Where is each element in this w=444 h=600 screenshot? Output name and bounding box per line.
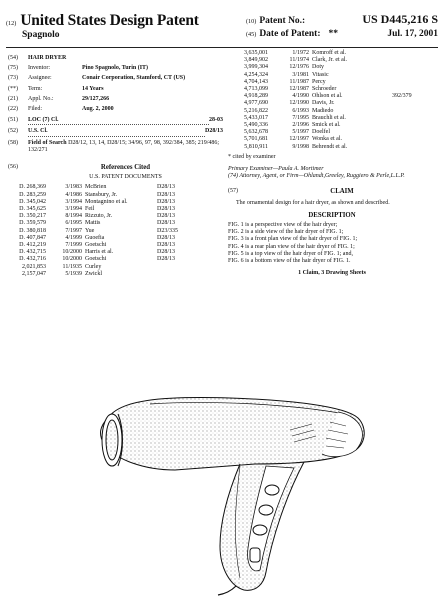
classification-block: [8, 117, 223, 154]
ref-class: [392, 57, 422, 64]
field-row: [8, 65, 223, 72]
ref-class: [392, 72, 422, 79]
references-heading: References Cited: [100, 164, 151, 172]
reference-row: [228, 64, 436, 71]
us-cl-label: U.S. Cl.: [28, 128, 205, 136]
ref-patent-no: D. 268,369: [19, 184, 46, 191]
loc-label: LOC (7) Cl.: [28, 117, 209, 125]
ref-date: 7/1997: [65, 227, 82, 234]
figure-descriptions: [228, 222, 436, 265]
reference-row: [8, 271, 223, 278]
ref-patent-no: D. 412,219: [19, 242, 46, 249]
references-block: [8, 164, 223, 278]
field-value: HAIR DRYER: [28, 55, 67, 61]
ref-class: D28/13: [157, 234, 175, 241]
reference-row: [228, 57, 436, 64]
ref-patent-no: D. 380,818: [19, 227, 46, 234]
attorney-agent: (74) Attorney, Agent, or Firm—Ohlandt,Greeley, Ruggiero & Perle,L.L.P.: [228, 173, 405, 180]
code-10: (10): [246, 18, 257, 25]
ref-date: 4/1990: [292, 93, 309, 100]
ref-date: 10/2000: [62, 249, 82, 256]
ref-class: [392, 144, 422, 151]
ref-class: [157, 271, 187, 278]
ref-inventor: Ohlson et al.: [312, 93, 343, 100]
ref-class: [392, 79, 422, 86]
ref-inventor: Madiedo: [312, 107, 334, 114]
field-value: Aug. 2, 2000: [82, 106, 114, 113]
ref-patent-no: 3,635,001: [244, 50, 268, 56]
field-of-search-value: D28/12, 13, 14, D28/15; 34/96, 97, 98, 392/384, 385; 219/486; 132/271: [28, 139, 220, 153]
reference-row: [8, 220, 223, 227]
ref-inventor: McBrien: [85, 184, 107, 191]
fs-code: (58): [8, 139, 18, 146]
ref-inventor: Montagnino et al.: [85, 198, 128, 205]
ref-class: [157, 264, 187, 271]
inventor-short-name: Spagnolo: [22, 30, 60, 40]
ref-inventor: Behrendt et al.: [312, 143, 348, 150]
ref-patent-no: 5,216,822: [244, 107, 268, 114]
ref-date: 7/1995: [292, 114, 309, 121]
field-code: (73): [8, 75, 18, 82]
ref-patent-no: 4,918,289: [244, 93, 268, 100]
ref-inventor: Vitasic: [312, 71, 329, 78]
patent-header-right: [246, 12, 438, 39]
field-code: (54): [8, 55, 18, 61]
ref-inventor: Komroff et al.: [312, 50, 347, 56]
header-rule: [6, 47, 438, 48]
right-column: [228, 50, 436, 277]
left-column: [8, 55, 223, 278]
figure-description: FIG. 3 is a front plan view of the hair dryer of FIG. 1;: [228, 236, 358, 243]
code-45: (45): [246, 31, 257, 38]
reference-row: [8, 184, 223, 191]
reference-row: [228, 108, 436, 115]
reference-row: [8, 256, 223, 263]
field-of-search-label: Field of Search: [28, 139, 67, 146]
patent-no-label: Patent No.:: [259, 16, 306, 26]
ref-class: D28/13: [157, 242, 175, 249]
ref-inventor: Doelfel: [312, 129, 330, 136]
ref-inventor: Mattis: [85, 220, 101, 227]
reference-row: [8, 199, 223, 206]
field-label: Assignee:: [28, 75, 52, 82]
primary-examiner: Primary Examiner—Paula A. Mortimer: [228, 166, 324, 173]
field-value: 14 Years: [82, 85, 104, 92]
field-code: (**): [8, 85, 18, 92]
ref-date: 11/1935: [62, 263, 82, 270]
ref-date: 11/1987: [289, 78, 309, 85]
figure-description: FIG. 1 is a perspective view of the hair dryer;: [228, 222, 338, 229]
ref-class: D28/13: [157, 206, 175, 213]
ref-class: [392, 86, 422, 93]
reference-row: [8, 264, 223, 271]
ref-date: 3/1994: [65, 206, 82, 213]
ref-date: 6/1993: [292, 107, 309, 114]
loc-code: (51): [8, 117, 18, 124]
ref-class: D28/13: [157, 191, 175, 198]
ref-inventor: Goetschi: [85, 242, 107, 249]
ref-date: 3/1983: [65, 184, 82, 191]
ref-patent-no: 2,157,047: [22, 270, 46, 277]
power-cord: [218, 586, 236, 595]
patent-number: US D445,216 S: [362, 12, 438, 26]
ref-inventor: Yue: [85, 227, 95, 234]
field-row: [8, 75, 223, 82]
figure-description: FIG. 4 is a rear plan view of the hair dryer of FIG. 1;: [228, 243, 355, 250]
ref-inventor: Brauchli et al.: [312, 114, 346, 121]
ref-date: 11/1974: [289, 57, 309, 64]
dryer-body: [101, 398, 365, 470]
claims-sheets-footer: 1 Claim, 3 Drawing Sheets: [298, 270, 366, 277]
date-marks: **: [328, 29, 339, 39]
ref-patent-no: D. 283,259: [19, 191, 46, 198]
ref-class: D28/13: [157, 256, 175, 263]
ref-patent-no: 2,021,853: [22, 263, 46, 270]
ref-class: D28/13: [157, 184, 175, 191]
field-label: Appl. No.:: [28, 95, 54, 102]
field-label: Inventor:: [28, 65, 50, 72]
reference-row: [228, 72, 436, 79]
field-value: Pino Spagnolo, Turin (IT): [82, 65, 149, 72]
field-value: Conair Corporation, Stamford, CT (US): [82, 75, 186, 82]
ref-patent-no: 5,810,911: [244, 143, 268, 150]
claim-text: The ornamental design for a hair dryer, as shown and described.: [236, 199, 390, 206]
ref-patent-no: D. 432,716: [19, 256, 46, 263]
field-code: (21): [8, 95, 18, 102]
ref-class: [392, 136, 422, 143]
ref-date: 1/1972: [292, 50, 309, 56]
reference-row: [228, 122, 436, 129]
ref-date: 12/1987: [289, 86, 309, 93]
document-type: United States Design Patent: [20, 12, 199, 29]
ref-patent-no: 4,713,099: [244, 86, 268, 93]
switch-button-2: [259, 505, 273, 515]
ref-patent-no: 5,632,678: [244, 129, 268, 136]
ref-date: 12/1976: [289, 64, 309, 71]
ref-inventor: Stansbury, Jr.: [85, 191, 118, 198]
switch-button-1: [265, 485, 279, 495]
figure-description: FIG. 6 is a bottom view of the hair dryer of FIG. 1.: [228, 258, 351, 265]
us-cl-value: D28/13: [205, 128, 223, 135]
ref-inventor: Zwickl: [85, 270, 102, 277]
ref-date: 3/1981: [292, 71, 309, 78]
ref-patent-no: 3,999,304: [244, 64, 268, 71]
ref-patent-no: D. 432,715: [19, 249, 46, 256]
patent-header-left: [6, 12, 244, 40]
ref-class: D28/13: [157, 213, 175, 220]
field-code: (75): [8, 65, 18, 72]
figure-description: FIG. 2 is a side view of the hair dryer of FIG. 1;: [228, 229, 344, 236]
ref-date: 4/1986: [65, 191, 82, 198]
cited-by-examiner: * cited by examiner: [228, 153, 276, 160]
field-label: Filed:: [28, 106, 43, 113]
ref-inventor: Curley: [85, 263, 102, 270]
ref-date: 5/1939: [65, 270, 82, 277]
ref-date: 12/1997: [289, 136, 309, 143]
ref-inventor: Feil: [85, 206, 95, 213]
hair-dryer-drawing: [90, 378, 390, 598]
ref-date: 8/1994: [65, 213, 82, 220]
claim-code: (57): [228, 188, 238, 195]
field-row: [8, 86, 223, 93]
reference-row: [228, 129, 436, 136]
references-table: [8, 184, 223, 278]
ref-class: [392, 108, 422, 115]
us-code: (52): [8, 128, 18, 135]
field-row: [8, 106, 223, 113]
ref-inventor: Harris et al.: [85, 249, 114, 256]
reference-row: [228, 115, 436, 122]
ref-date: 10/2000: [62, 256, 82, 263]
description-heading: DESCRIPTION: [308, 211, 356, 219]
ref-inventor: Guoefia: [85, 234, 105, 241]
reference-row: [228, 79, 436, 86]
ref-patent-no: 5,490,336: [244, 122, 268, 129]
claim-heading: CLAIM: [330, 188, 354, 196]
reference-row: [228, 136, 436, 143]
ref-patent-no: 4,254,324: [244, 71, 268, 78]
field-row: [8, 55, 223, 62]
ref-class: [392, 50, 422, 57]
ref-class: 392/379: [392, 93, 412, 100]
reference-row: [228, 100, 436, 107]
code-12: (12): [6, 20, 17, 27]
bibliographic-fields: [8, 55, 223, 113]
ref-patent-no: D. 350,217: [19, 213, 46, 220]
ref-date: 5/1997: [292, 129, 309, 136]
reference-row: [8, 213, 223, 220]
ref-inventor: Wonka et al.: [312, 136, 343, 143]
ref-inventor: Rizzuto, Jr.: [85, 213, 113, 220]
ref-patent-no: 5,433,017: [244, 114, 268, 121]
ref-patent-no: D. 345,042: [19, 198, 46, 205]
field-row: [8, 96, 223, 103]
field-code: (22): [8, 106, 18, 113]
ref-class: [392, 115, 422, 122]
ref-inventor: Percy: [312, 78, 326, 85]
references-code: (56): [8, 164, 18, 171]
us-patent-docs-heading: U.S. PATENT DOCUMENTS: [89, 174, 162, 181]
references-continued: [228, 50, 436, 151]
ref-patent-no: D. 359,579: [19, 220, 46, 227]
ref-inventor: Clark, Jr. et al.: [312, 57, 347, 64]
ref-inventor: Doty: [312, 64, 324, 71]
ref-date: 2/1996: [292, 122, 309, 129]
loc-value: 28-03: [209, 117, 223, 124]
date-label: Date of Patent:: [259, 29, 321, 39]
ref-patent-no: 5,701,681: [244, 136, 268, 143]
reference-row: [228, 86, 436, 93]
figure-description: FIG. 5 is a top view of the hair dryer of FIG. 1; and,: [228, 250, 353, 257]
ref-patent-no: 4,977,690: [244, 100, 268, 107]
ref-class: [392, 129, 422, 136]
ref-patent-no: D. 345,625: [19, 206, 46, 213]
ref-inventor: Schroeder: [312, 86, 337, 93]
ref-date: 3/1994: [65, 198, 82, 205]
ref-class: [392, 64, 422, 71]
field-value: 29/127,266: [82, 95, 110, 102]
ref-class: D23/335: [157, 227, 178, 234]
switch-button-3: [253, 525, 267, 535]
reference-row: [228, 144, 436, 151]
field-label: Term:: [28, 85, 43, 92]
ref-class: [392, 122, 422, 129]
ref-class: D28/13: [157, 198, 175, 205]
reference-row: [8, 206, 223, 213]
reference-row: [8, 192, 223, 199]
ref-class: D28/13: [157, 249, 175, 256]
reference-row: [228, 50, 436, 57]
ref-date: 4/1999: [65, 234, 82, 241]
ref-class: D28/13: [157, 220, 175, 227]
ref-inventor: Goetschi: [85, 256, 107, 263]
reference-row: [8, 228, 223, 235]
ref-date: 12/1990: [289, 100, 309, 107]
ref-date: 9/1998: [292, 143, 309, 150]
ref-inventor: Smick et al.: [312, 122, 341, 129]
cool-shot-button: [250, 548, 260, 562]
reference-row: [8, 242, 223, 249]
ref-patent-no: 3,849,902: [244, 57, 268, 64]
ref-date: 7/1999: [65, 242, 82, 249]
reference-row: [228, 93, 436, 100]
ref-class: [392, 100, 422, 107]
patent-date: Jul. 17, 2001: [387, 29, 438, 39]
ref-date: 6/1995: [65, 220, 82, 227]
reference-row: [8, 249, 223, 256]
reference-row: [8, 235, 223, 242]
ref-patent-no: 4,704,143: [244, 78, 268, 85]
ref-patent-no: D. 407,847: [19, 234, 46, 241]
ref-inventor: Davis, Jr.: [312, 100, 335, 107]
